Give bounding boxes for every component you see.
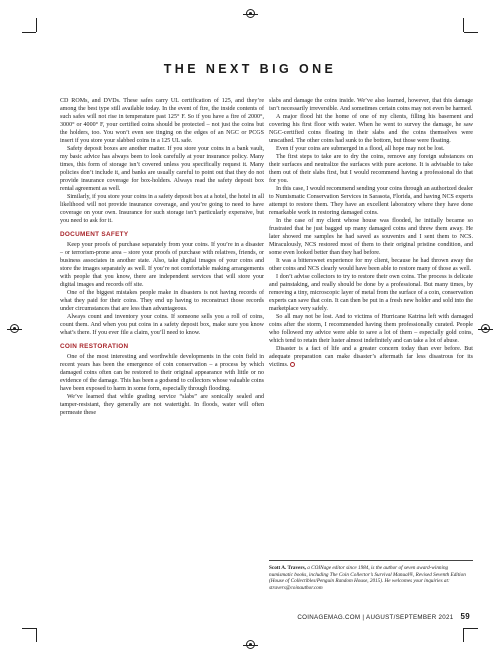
paragraph: Even if your coins are submerged in a flood, all hope may not be lost. xyxy=(276,146,445,152)
paragraph: slabs and damage the coins inside. We’ve also learned, however, that this damage isn’t necessarily irreversible. And sometimes certain coins may not even be harmed. xyxy=(269,98,473,112)
crop-mark xyxy=(36,628,37,642)
paragraph: Keep your proofs of purchase separately from your coins. If you’re in a disaster – or terrorism-prone area – store your proofs of purchase with relatives, friends, or business associates in another state. Also, take digital images of your coins and store the images separately as well. If you’re not comfortable making arrangements with people that you know, there are independent services that will store your digital images and records off site. xyxy=(60,242,264,288)
crop-mark xyxy=(22,32,36,33)
paragraph: It was a bittersweet experience for my client, because he had thrown away the other coins and NCS clearly would have been able to restore many of those as well. xyxy=(269,258,473,272)
footer-issue: AUGUST/SEPTEMBER 2021 xyxy=(366,614,454,621)
paragraph: So all may not be lost. And to victims of Hurricane Katrina left with damaged coins after the storm, I recommended having them professionally curated. People who followed my advice were able to save a lot of them – especially gold coins, which tend to retain their luster almost indefinitely and can take a lot of abuse. xyxy=(269,314,473,344)
paragraph: CD ROMs, and DVDs. These safes carry UL certification of 125, and they’re among the best type still available today. In the event of fire, the inside contents of such safes will not rise in temperature past 125° F. So if you have a fire of 2000°, 3000° or 4000° F, your certified coins should be protected – not just the coins but the holders, too. You won’t even see tinging on the edges of an NGC or PCGS insert if you store your slabbed coins in a 125 UL safe. xyxy=(60,98,264,144)
crop-mark xyxy=(36,18,37,32)
crop-mark xyxy=(22,628,36,629)
paragraph: One of the most interesting and worthwhile developments in the coin field in recent years has been the emergence of coin conservation – a process by which damaged coins often can be restored to their original appearance with little or no evidence of the damage. This has been a godsend to collectors whose valuable coins have been exposed to harm in some form, especially through flooding. xyxy=(60,354,264,392)
left-column xyxy=(60,97,264,417)
subhead-coin-restoration: COIN RESTORATION xyxy=(60,343,129,350)
end-mark-icon xyxy=(290,362,295,367)
paragraph: I don’t advise collectors to try to restore their own coins. The process is delicate and painstaking, and really should be done by a professional. But many times, by removing a tiny, microscopic layer of metal from the surface of a coin, conservation experts can save that coin. It can then be put in a fresh new holder and sold into the marketplace very safely. xyxy=(269,274,473,312)
footer-site: COINAGEMAG.COM xyxy=(297,614,361,621)
crop-mark xyxy=(463,628,464,642)
registration-mark xyxy=(481,324,490,333)
paragraph-text: Disaster is a fact of life and a greater concern today than ever before. But adequate preparation can make disaster’s aftermath far less disastrous for its victims. xyxy=(269,346,473,368)
registration-mark xyxy=(10,324,19,333)
article-title: THE NEXT BIG ONE xyxy=(163,62,337,76)
page-footer xyxy=(297,612,470,621)
author-bio-text: a COINage editor since 1984, is the author of seven award-winning numismatic books, including The Coin Collector’s Survival Manual®, Revised Seventh Edition (House of Collectibles/Penguin Random House, 2015). He welcomes your inquiries at: stravers@coinauthor.com xyxy=(269,565,466,591)
author-name: Scott A. Travers, xyxy=(269,565,306,571)
paragraph-final xyxy=(269,345,473,369)
paragraph: Always count and inventory your coins. If someone sells you a roll of coins, count them. And when you put coins in a safety deposit box, make sure you know what’s there. If you ever file a claim, you’ll need to know. xyxy=(60,314,264,336)
paragraph: A major flood hit the home of one of my clients, filling his basement and covering his first floor with water. When he went to survey the damage, he saw NGC-certified coins floating in their slabs and the coins themselves were unscathed. The other coins had sunk to the bottom, but those were floating. xyxy=(269,114,473,144)
right-column xyxy=(269,97,473,369)
paragraph: The first steps to take are to dry the coins, remove any foreign substances on their surfaces and neutralize the surfaces with pure acetone. It is advisable to take them out of their slabs first, but I would recommend having a professional do that for you. xyxy=(269,154,473,184)
footer-separator: | xyxy=(362,614,365,621)
paragraph: One of the biggest mistakes people make in disasters is not having records of what they paid for their coins. They end up having to reconstruct those records under circumstances that are less than advantageous. xyxy=(60,290,264,312)
page-number: 59 xyxy=(460,612,470,621)
registration-mark xyxy=(246,9,255,18)
crop-mark xyxy=(463,18,464,32)
paragraph: We’ve learned that while grading service “slabs” are sonically sealed and tamper-resistant, they generally are not watertight. In floods, water will often permeate these xyxy=(60,394,264,416)
paragraph: Similarly, if you store your coins in a safety deposit box at a hotel, the hotel in all likelihood will not provide insurance coverage, and you’re going to need to have coverage on your own. Insurance for such storage isn’t particularly expensive, but you need to ask for it. xyxy=(60,194,264,224)
author-bio xyxy=(269,565,473,591)
paragraph: Safety deposit boxes are another matter. If you store your coins in a bank vault, my basic advice has always been to look carefully at your insurance policy. Many times, this form of storage isn’t covered unless you specifically request it. Many policies don’t include it, and banks are usually careful to point out that they do not provide insurance coverage for box-holders. Always read the safety deposit box rental agreement as well. xyxy=(60,146,264,192)
crop-mark xyxy=(464,628,478,629)
subhead-document-safety: DOCUMENT SAFETY xyxy=(60,231,129,238)
paragraph: In this case, I would recommend sending your coins through an authorized dealer to Numismatic Conservation Services in Sarasota, Florida, and having NCS experts attempt to restore them. They have an excellent laboratory where they have done remarkable work in restoring damaged coins. xyxy=(269,186,473,216)
crop-mark xyxy=(464,32,478,33)
registration-mark xyxy=(246,640,255,649)
bio-divider xyxy=(269,560,473,561)
paragraph: In the case of my client whose house was flooded, he initially became so frustrated that he just bagged up many damaged coins and threw them away. He later showed me samples he had saved as souvenirs and I sent them to NCS. Miraculously, NCS restored most of them to their original pristine condition, and some even looked better than they had before. xyxy=(269,218,473,256)
